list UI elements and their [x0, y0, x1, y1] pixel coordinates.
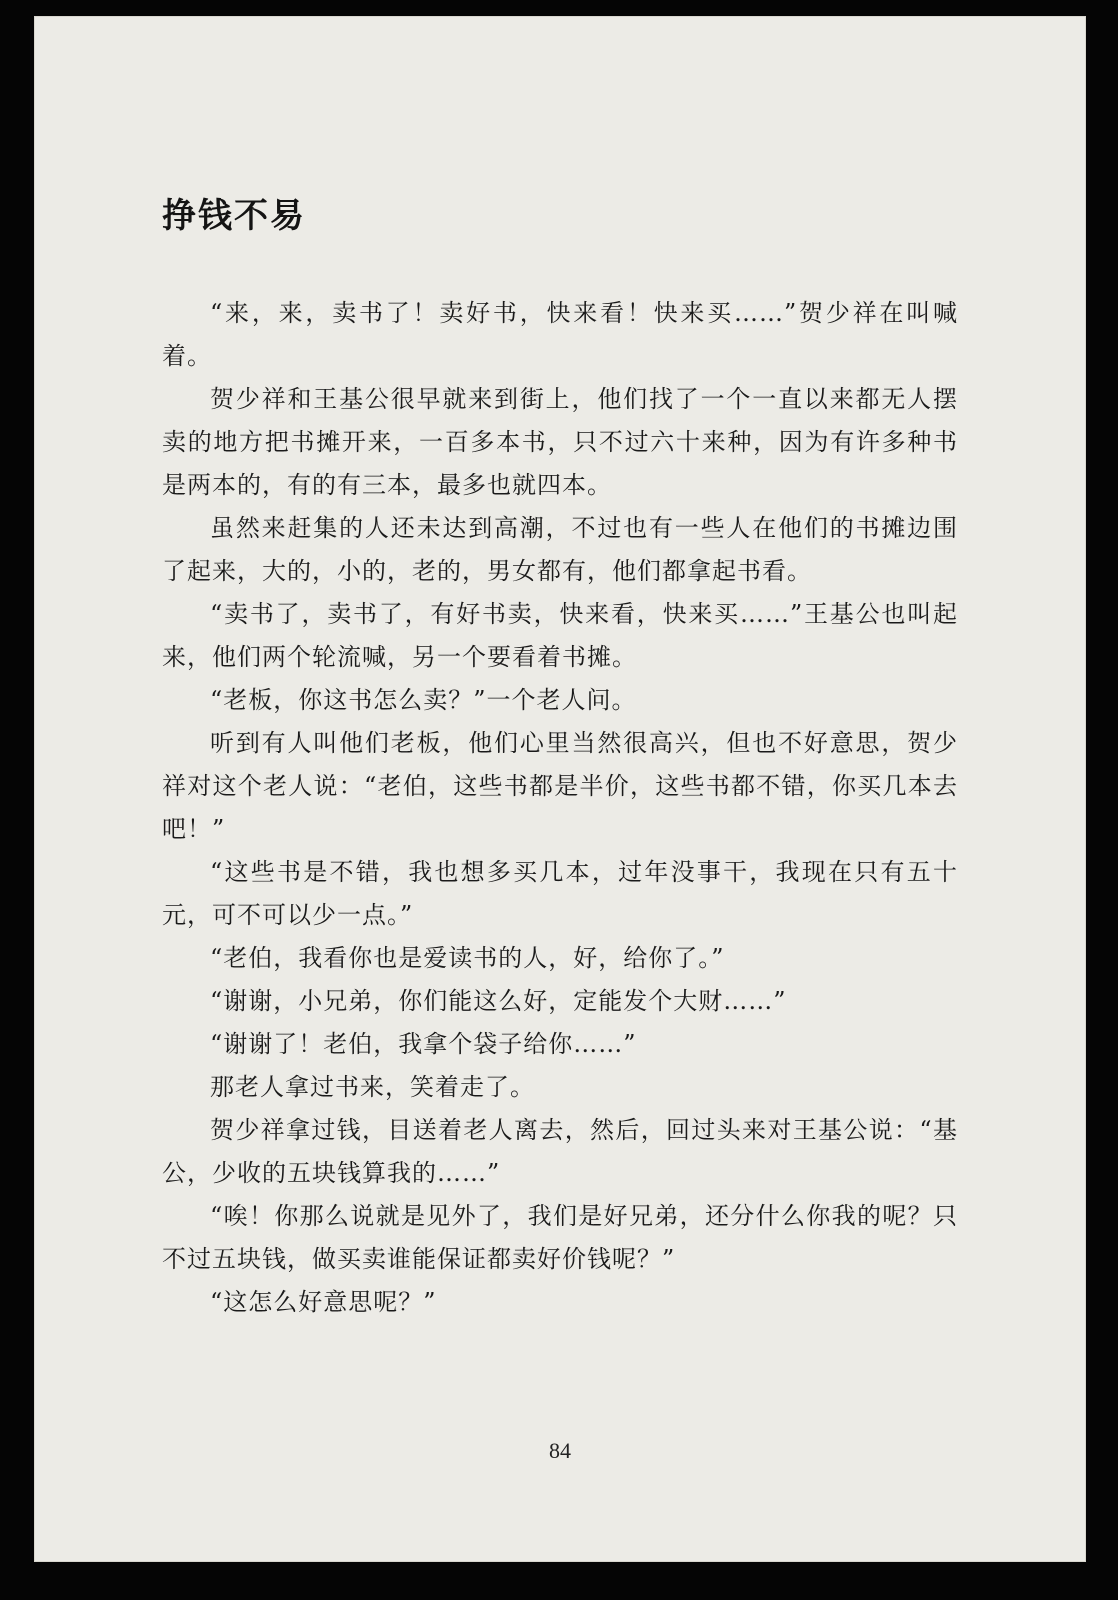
book-page: [34, 16, 1086, 1562]
paragraph: 贺少祥和王基公很早就来到街上，他们找了一个一直以来都无人摆卖的地方把书摊开来，一百多本书，只不过六十来种，因为有许多种书是两本的，有的有三本，最多也就四本。: [162, 385, 958, 499]
paragraph: “这些书是不错，我也想多买几本，过年没事干，我现在只有五十元，可不可以少一点。”: [162, 858, 958, 929]
paragraph: “谢谢，小兄弟，你们能这么好，定能发个大财……”: [210, 987, 787, 1015]
paragraph: 听到有人叫他们老板，他们心里当然很高兴，但也不好意思，贺少祥对这个老人说：“老伯，这些书都是半价，这些书都不错，你买几本去吧！”: [162, 729, 958, 843]
paragraph: “卖书了，卖书了，有好书卖，快来看，快来买……”王基公也叫起来，他们两个轮流喊，另一个要看着书摊。: [162, 600, 958, 671]
paragraph: “谢谢了！老伯，我拿个袋子给你……”: [210, 1030, 637, 1058]
paragraph: “老板，你这书怎么卖？”一个老人问。: [210, 686, 637, 714]
paragraph: “来，来，卖书了！卖好书，快来看！快来买……”贺少祥在叫喊着。: [162, 299, 958, 370]
chapter-body: [162, 292, 958, 1324]
chapter-title: 挣钱不易: [162, 196, 306, 236]
paragraph: 虽然来赶集的人还未达到高潮，不过也有一些人在他们的书摊边围了起来，大的，小的，老的，男女都有，他们都拿起书看。: [162, 514, 958, 585]
paragraph: 贺少祥拿过钱，目送着老人离去，然后，回过头来对王基公说：“基公，少收的五块钱算我的……”: [162, 1116, 958, 1187]
paragraph: “老伯，我看你也是爱读书的人，好，给你了。”: [210, 944, 725, 972]
paragraph: 那老人拿过书来，笑着走了。: [210, 1073, 535, 1101]
paragraph: “这怎么好意思呢？”: [210, 1288, 437, 1316]
paragraph: “唉！你那么说就是见外了，我们是好兄弟，还分什么你我的呢？只不过五块钱，做买卖谁能保证都卖好价钱呢？”: [162, 1202, 958, 1273]
page-number: 84: [549, 1438, 571, 1463]
